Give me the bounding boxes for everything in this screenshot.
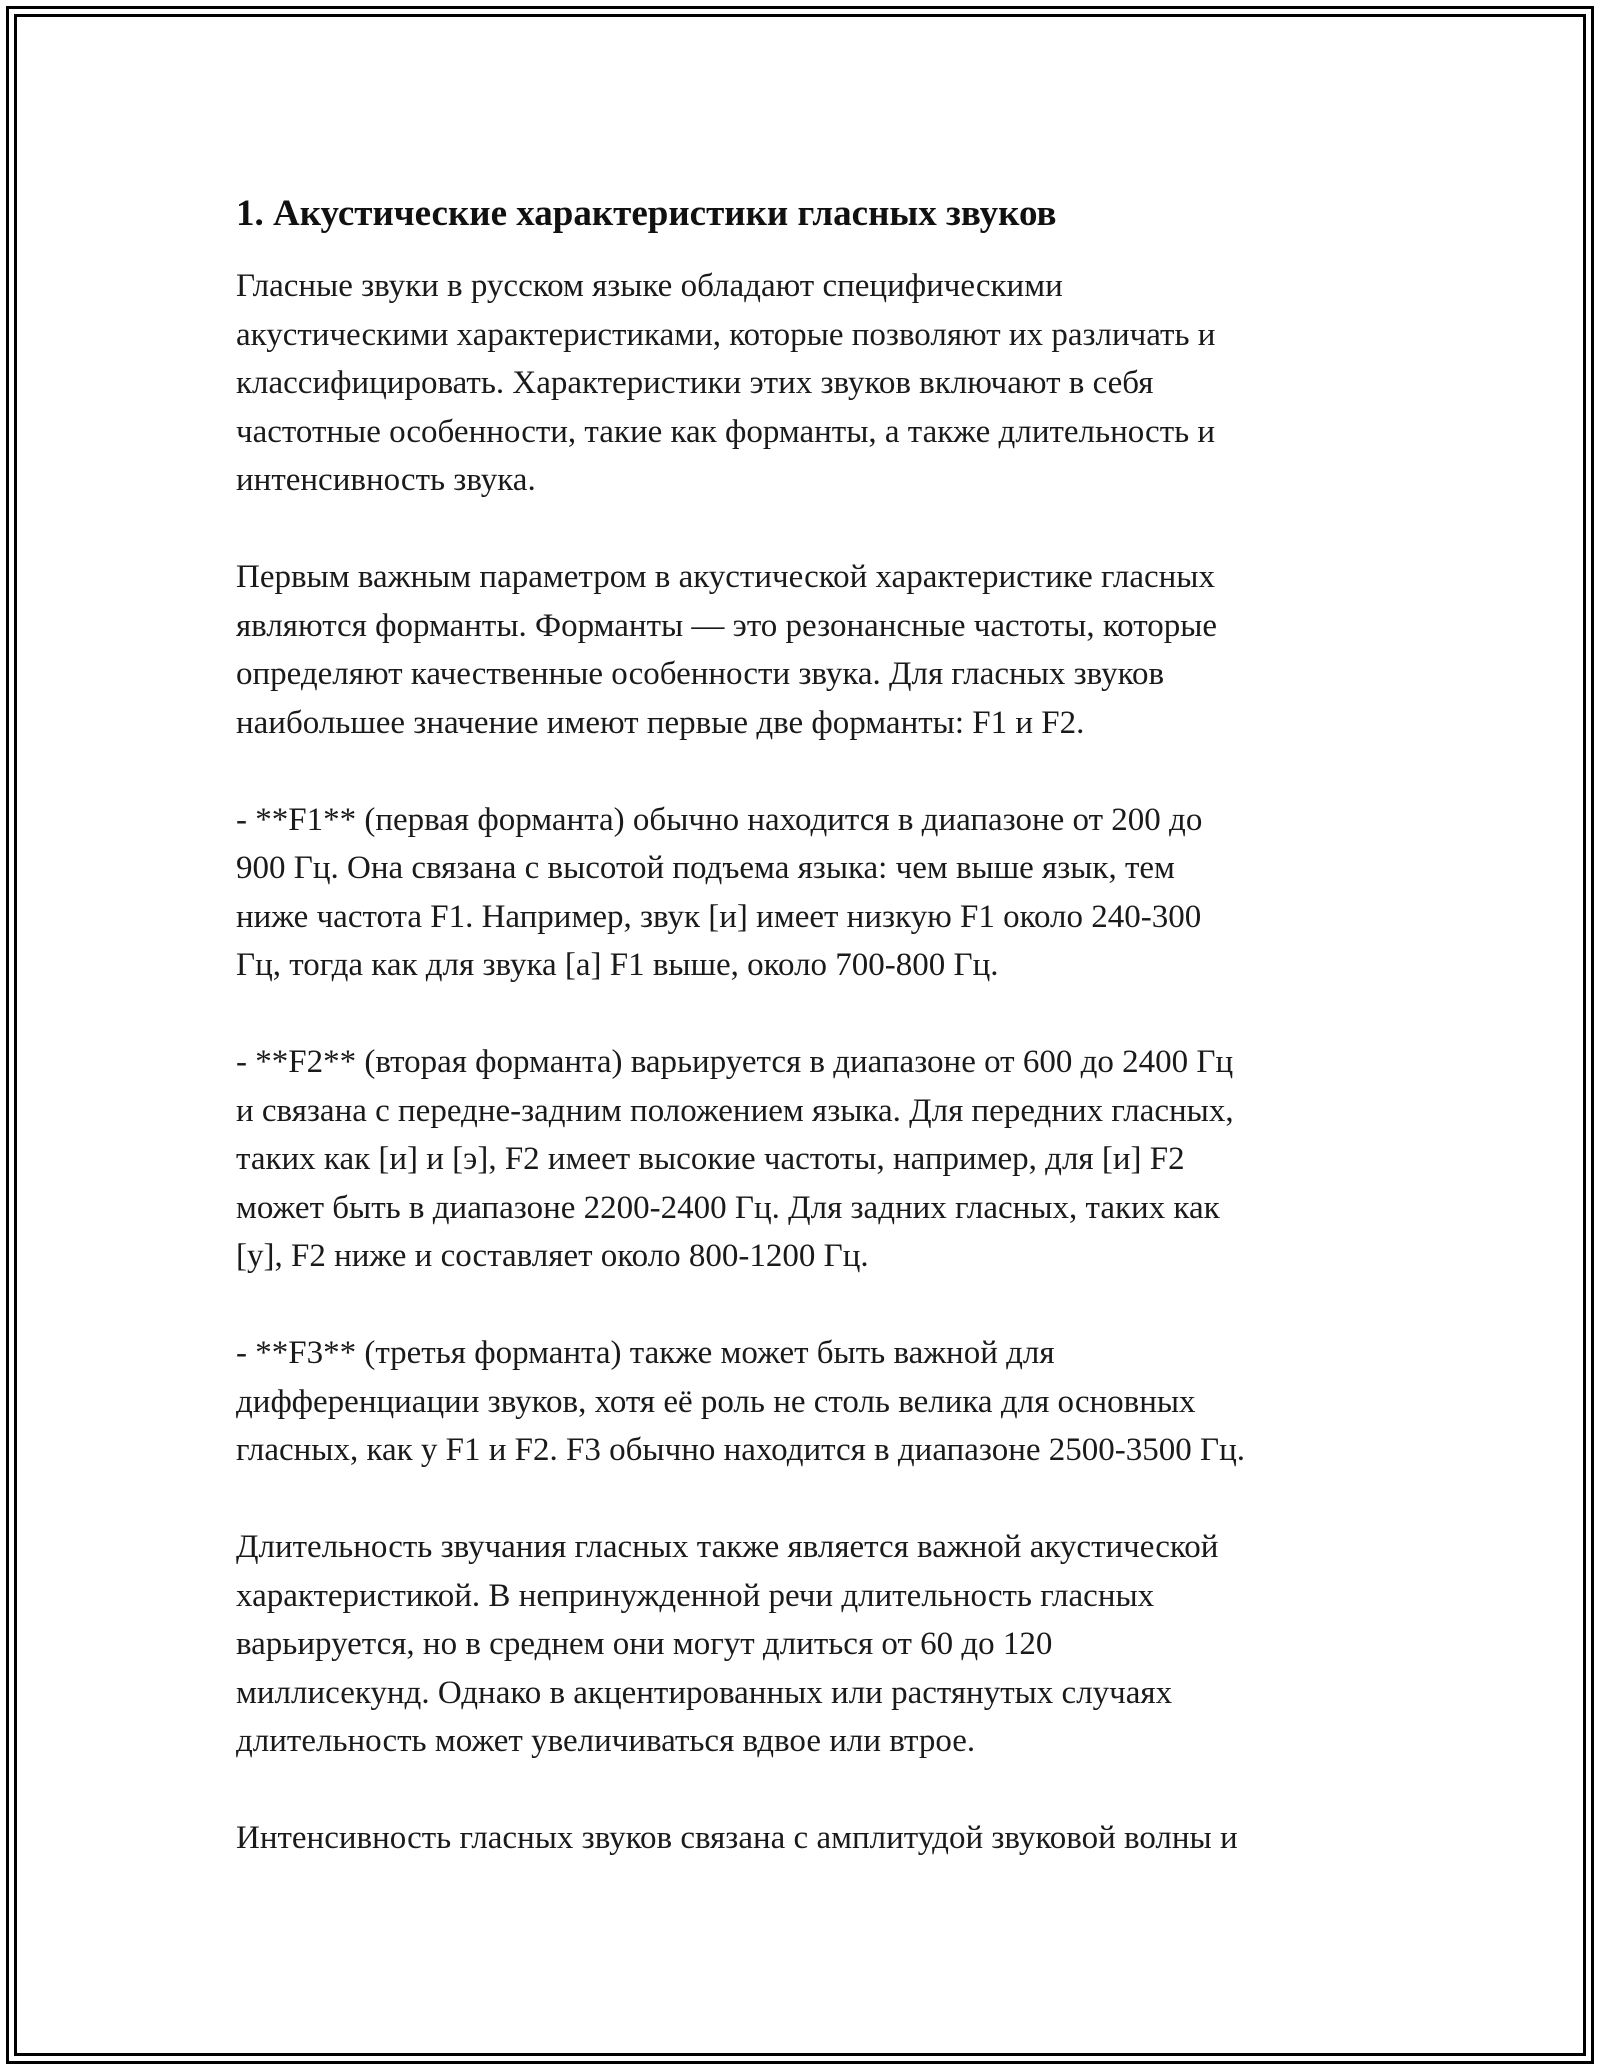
paragraph-intro <box>236 262 1376 505</box>
text-line: и связана с передне-задним положением языка. Для передних гласных, <box>236 1092 1234 1129</box>
text-line: варьируется, но в среднем они могут длиться от 60 до 120 <box>236 1626 1053 1662</box>
text-line: характеристикой. В непринужденной речи длительность гласных <box>236 1577 1155 1614</box>
text-line: Гц, тогда как для звука [а] F1 выше, около 700-800 Гц. <box>236 947 999 983</box>
paragraph-duration <box>236 1523 1376 1766</box>
text-line: интенсивность звука. <box>236 462 536 498</box>
text-line: наибольшее значение имеют первые две форманты: F1 и F2. <box>236 704 1085 741</box>
text-line: дифференциации звуков, хотя её роль не столь велика для основных <box>236 1383 1196 1420</box>
text-line: частотные особенности, такие как форманты, а также длительность и <box>236 413 1216 450</box>
section-heading: 1. Акустические характеристики гласных звуков <box>236 193 1057 234</box>
text-line: 900 Гц. Она связана с высотой подъема языка: чем выше язык, тем <box>236 850 1175 886</box>
paragraph-f1 <box>236 796 1376 990</box>
paragraph-intensity <box>236 1814 1376 1863</box>
text-line: являются форманты. Форманты — это резонансные частоты, которые <box>236 607 1218 644</box>
text-line: Первым важным параметром в акустической характеристике гласных <box>236 559 1215 595</box>
text-line: определяют качественные особенности звука. Для гласных звуков <box>236 656 1165 692</box>
text-line: Длительность звучания гласных также является важной акустической <box>236 1529 1219 1565</box>
paragraph-f3 <box>236 1329 1376 1475</box>
document-body <box>236 192 1376 1863</box>
text-line: акустическими характеристиками, которые позволяют их различать и <box>236 316 1216 353</box>
text-line: - **F1** (первая форманта) обычно находится в диапазоне от 200 до <box>236 801 1203 838</box>
text-line: Гласные звуки в русском языке обладают специфическими <box>236 268 1063 304</box>
paragraph-formants <box>236 553 1376 747</box>
text-line: длительность может увеличиваться вдвое или втрое. <box>236 1723 976 1759</box>
text-line: - **F2** (вторая форманта) варьируется в диапазоне от 600 до 2400 Гц <box>236 1044 1234 1080</box>
text-line: гласных, как у F1 и F2. F3 обычно находится в диапазоне 2500-3500 Гц. <box>236 1432 1245 1468</box>
text-line: таких как [и] и [э], F2 имеет высокие частоты, например, для [и] F2 <box>236 1141 1185 1177</box>
text-line: - **F3** (третья форманта) также может быть важной для <box>236 1335 1055 1371</box>
text-line: может быть в диапазоне 2200-2400 Гц. Для задних гласных, таких как <box>236 1189 1220 1226</box>
text-line: ниже частота F1. Например, звук [и] имеет низкую F1 около 240-300 <box>236 898 1202 935</box>
text-line: [у], F2 ниже и составляет около 800-1200 Гц. <box>236 1238 869 1274</box>
text-line: Интенсивность гласных звуков связана с амплитудой звуковой волны и <box>236 1820 1238 1856</box>
paragraph-f2 <box>236 1038 1376 1281</box>
text-line: классифицировать. Характеристики этих звуков включают в себя <box>236 365 1154 401</box>
text-line: миллисекунд. Однако в акцентированных или растянутых случаях <box>236 1674 1173 1711</box>
